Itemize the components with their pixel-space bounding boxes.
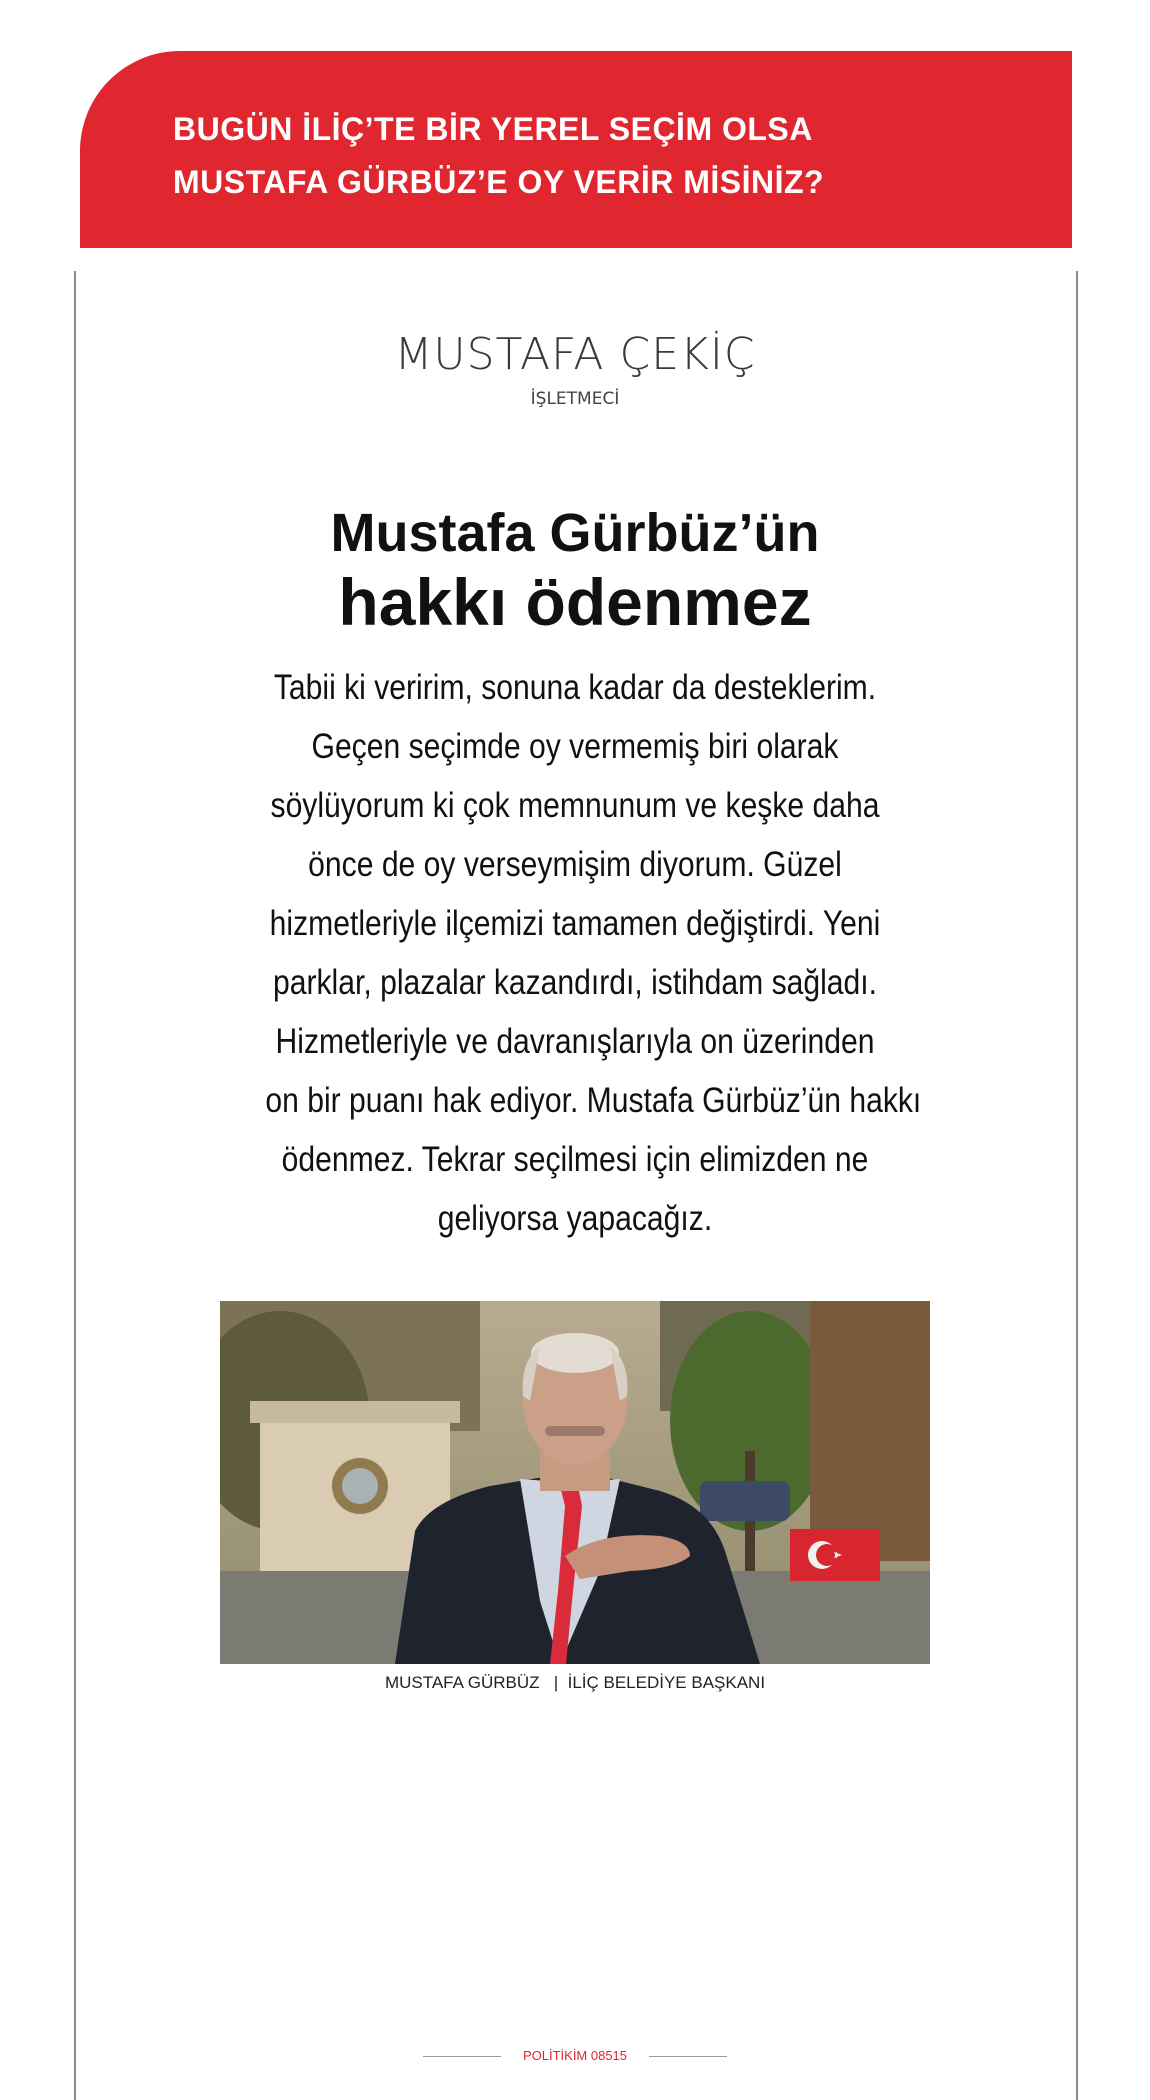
caption-separator: | [544,1673,563,1692]
banner-title-line-2: MUSTAFA GÜRBÜZ’E OY VERİR MİSİNİZ? [173,164,825,200]
body-line: Geçen seçimde oy vermemiş biri olarak [311,727,839,766]
caption-title: İLİÇ BELEDİYE BAŞKANI [567,1673,766,1692]
body-line: söylüyorum ki çok memnunum ve keşke daha [270,786,880,825]
footer-text: POLİTİKİM 08515 [522,2048,628,2063]
mayor-photo [220,1301,930,1664]
body-line: hizmetleriyle ilçemizi tamamen değiştirdi. Yeni [269,904,881,943]
body-line: Tabii ki veririm, sonuna kadar da desteklerim. [273,668,877,707]
mayor-photo-illustration [220,1301,930,1664]
body-line: on bir puanı hak ediyor. Mustafa Gürbüz’ün hakkı [265,1081,922,1120]
banner-title-line-1: BUGÜN İLİÇ’TE BİR YEREL SEÇİM OLSA [173,111,813,147]
banner-title [173,103,1072,209]
body-line: parklar, plazalar kazandırdı, istihdam sağladı. [273,963,877,1002]
body-line: Hizmetleriyle ve davranışlarıyla on üzerinden [275,1022,875,1061]
headline [0,500,1150,638]
author-block [0,325,1150,411]
author-name: MUSTAFA ÇEKİÇ [394,329,756,380]
photo-caption [0,1672,1150,1694]
body-line: önce de oy verseymişim diyorum. Güzel [308,845,842,884]
author-role: İŞLETMECİ [530,389,620,409]
footer-rule-left [423,2056,501,2057]
footer-rule-right [649,2056,727,2057]
body-text [265,658,922,1248]
headline-line-2: hakkı ödenmez [338,565,812,639]
body-line: ödenmez. Tekrar seçilmesi için elimizden ne [281,1140,869,1179]
banner [80,51,1072,248]
body-line: geliyorsa yapacağız. [437,1199,713,1238]
headline-line-1: Mustafa Gürbüz’ün [330,503,820,563]
page-footer [0,2046,1150,2066]
caption-name: MUSTAFA GÜRBÜZ [384,1673,540,1692]
